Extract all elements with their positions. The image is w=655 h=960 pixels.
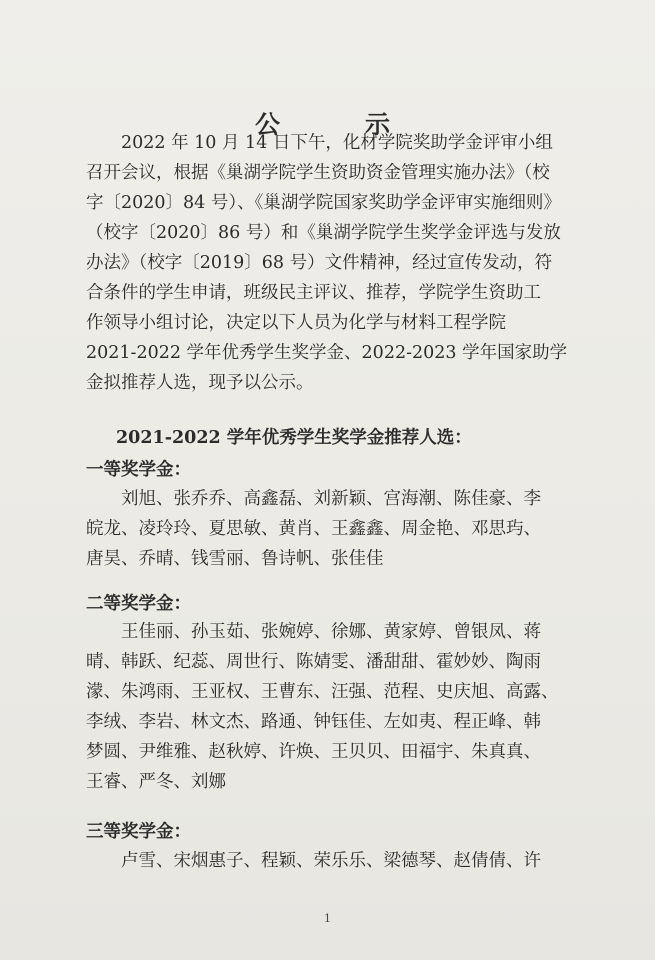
intro-line: （校字〔2020〕86 号）和《巢湖学院学生奖学金评选与发放	[86, 223, 561, 243]
intro-line: 2022 年 10 月 14 日下午，化材学院奖助学金评审小组	[86, 133, 553, 153]
third-prize-names	[86, 846, 556, 876]
name-line: 唐昊、乔晴、钱雪丽、鲁诗帆、张佳佳	[86, 549, 384, 569]
name-line: 王睿、严冬、刘娜	[86, 772, 226, 792]
intro-line: 字〔2020〕84 号）、《巢湖学院国家奖助学金评审实施细则》	[86, 193, 561, 213]
third-prize-label: 三等奖学金：	[86, 822, 191, 842]
name-line: 李绒、李岩、林文杰、路通、钟钰佳、左如夷、程正峰、韩	[86, 712, 541, 732]
name-line: 皖龙、凌玲玲、夏思敏、黄肖、王鑫鑫、周金艳、邓思玙、	[86, 519, 541, 539]
page-title: 公 示	[254, 109, 420, 139]
name-line: 濛、朱鸿雨、王亚权、王曹东、汪强、范程、史庆旭、高露、	[86, 682, 559, 702]
page-number: 1	[324, 912, 331, 925]
intro-paragraph	[86, 128, 568, 398]
name-line: 晴、韩跃、纪蕊、周世行、陈婧雯、潘甜甜、霍妙妙、陶雨	[86, 652, 541, 672]
name-line: 刘旭、张乔乔、高鑫磊、刘新颖、宫海潮、陈佳豪、李	[86, 489, 541, 509]
second-prize-names	[86, 617, 559, 797]
first-prize-label: 一等奖学金：	[86, 460, 191, 480]
second-prize-label: 二等奖学金：	[86, 594, 191, 614]
intro-line: 召开会议，根据《巢湖学院学生资助资金管理实施办法》（校	[86, 163, 550, 183]
first-prize-names	[86, 484, 556, 574]
intro-line: 金拟推荐人选，现予以公示。	[86, 373, 314, 393]
section-title: 2021-2022 学年优秀学生奖学金推荐人选：	[116, 428, 472, 448]
name-line: 王佳丽、孙玉茹、张婉婷、徐娜、黄家婷、曾银凤、蒋	[86, 622, 541, 642]
name-line: 卢雪、宋烟惠子、程颖、荣乐乐、梁德琴、赵倩倩、许	[86, 851, 541, 871]
intro-line: 作领导小组讨论，决定以下人员为化学与材料工程学院	[86, 313, 506, 333]
intro-line: 合条件的学生申请，班级民主评议、推荐，学院学生资助工	[86, 283, 541, 303]
intro-line: 办法》（校字〔2019〕68 号）文件精神，经过宣传发动，符	[86, 253, 553, 273]
intro-line: 2021-2022 学年优秀学生奖学金、2022-2023 学年国家助学	[86, 343, 568, 363]
name-line: 梦圆、尹维雅、赵秋婷、许焕、王贝贝、田福宇、朱真真、	[86, 742, 541, 762]
